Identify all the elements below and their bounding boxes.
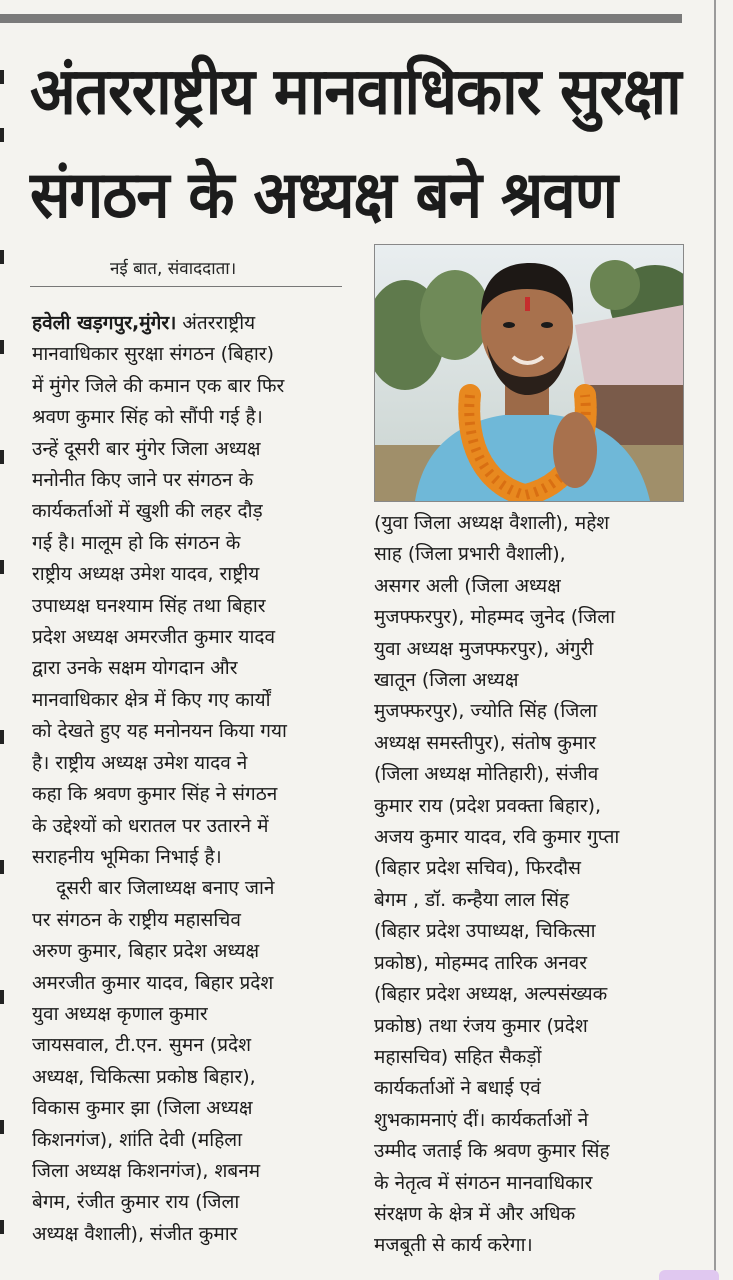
article-line: राष्ट्रीय अध्यक्ष उमेश यादव, राष्ट्रीय — [32, 563, 260, 586]
dateline: हवेली खड़गपुर,मुंगेर। — [32, 312, 177, 334]
article-line: जिला अध्यक्ष किशनगंज), शबनम — [32, 1159, 261, 1182]
article-line: जायसवाल, टी.एन. सुमन (प्रदेश — [32, 1034, 252, 1057]
article-line: कार्यकर्ताओं ने बधाई एवं — [374, 1077, 541, 1100]
article-line: मानवाधिकार सुरक्षा संगठन (बिहार) — [32, 343, 274, 366]
article-line: बेगम, रंजीत कुमार राय (जिला — [32, 1191, 240, 1214]
portrait-photo — [374, 244, 684, 502]
article-line: मजबूती से कार्य करेगा। — [374, 1234, 533, 1257]
article-line: उन्हें दूसरी बार मुंगेर जिला अध्यक्ष — [32, 437, 261, 460]
headline-line-1: अंतरराष्ट्रीय मानवाधिकार सुरक्षा — [30, 54, 681, 130]
article-line: अजय कुमार यादव, रवि कुमार गुप्ता — [374, 826, 620, 849]
article-line: प्रदेश अध्यक्ष अमरजीत कुमार यादव — [32, 626, 276, 649]
article-line: शुभकामनाएं दीं। कार्यकर्ताओं ने — [374, 1108, 589, 1131]
article-line: उम्मीद जताई कि श्रवण कुमार सिंह — [374, 1140, 610, 1163]
article-line: पर संगठन के राष्ट्रीय महासचिव — [32, 908, 241, 931]
left-edge-marks — [0, 40, 6, 1280]
article-text: अंतरराष्ट्रीय — [176, 312, 256, 334]
article-line: साह (जिला प्रभारी वैशाली), — [374, 543, 566, 566]
article-line: संरक्षण के क्षेत्र में और अधिक — [374, 1202, 576, 1225]
article-line: खातून (जिला अध्यक्ष — [374, 669, 519, 692]
article-line: (जिला अध्यक्ष मोतिहारी), संजीव — [374, 763, 599, 786]
article-line: अध्यक्ष, चिकित्सा प्रकोष्ठ बिहार), — [32, 1065, 256, 1088]
article-line: को देखते हुए यह मनोनयन किया गया — [32, 720, 287, 743]
article-line — [32, 308, 344, 339]
article-line: अध्यक्ष समस्तीपुर), संतोष कुमार — [374, 731, 597, 754]
article-line: (बिहार प्रदेश उपाध्यक्ष, चिकित्सा — [374, 920, 596, 943]
article-line: (बिहार प्रदेश सचिव), फिरदौस — [374, 857, 581, 880]
byline-rule — [30, 286, 342, 287]
article-line: मुजफ्फरपुर), ज्योति सिंह (जिला — [374, 700, 598, 723]
article-line: दूसरी बार जिलाध्यक्ष बनाए जाने — [32, 877, 275, 900]
corner-sticker — [659, 1270, 719, 1280]
article-line: महासचिव) सहित सैकड़ों — [374, 1045, 542, 1068]
article-line: प्रकोष्ठ) तथा रंजय कुमार (प्रदेश — [374, 1014, 588, 1037]
headline — [30, 40, 690, 247]
article-line: कहा कि श्रवण कुमार सिंह ने संगठन — [32, 783, 278, 806]
article-line: उपाध्यक्ष घनश्याम सिंह तथा बिहार — [32, 594, 266, 617]
article-line: सराहनीय भूमिका निभाई है। — [32, 845, 222, 868]
article-line: अरुण कुमार, बिहार प्रदेश अध्यक्ष — [32, 940, 260, 963]
article-line: प्रकोष्ठ), मोहम्मद तारिक अनवर — [374, 951, 588, 974]
article-line: अमरजीत कुमार यादव, बिहार प्रदेश — [32, 971, 274, 994]
top-rule — [0, 14, 682, 23]
article-line: किशनगंज), शांति देवी (महिला — [32, 1128, 243, 1151]
article-line: मानवाधिकार क्षेत्र में किए गए कार्यों — [32, 688, 271, 711]
article-line: गई है। मालूम हो कि संगठन के — [32, 531, 241, 554]
article-line: कुमार राय (प्रदेश प्रवक्ता बिहार), — [374, 794, 602, 817]
article-line: मुजफ्फरपुर), मोहम्मद जुनेद (जिला — [374, 606, 615, 629]
article-line: द्वारा उनके सक्षम योगदान और — [32, 657, 238, 680]
article-line: के उद्देश्यों को धरातल पर उतारने में — [32, 814, 269, 837]
article-line: है। राष्ट्रीय अध्यक्ष उमेश यादव ने — [32, 751, 248, 774]
portrait-photo-icon — [375, 245, 683, 501]
article-line: (युवा जिला अध्यक्ष वैशाली), महेश — [374, 512, 610, 534]
article-line: अध्यक्ष वैशाली), संजीत कुमार — [32, 1222, 238, 1245]
article-line: मनोनीत किए जाने पर संगठन के — [32, 469, 254, 492]
article-left-column — [32, 308, 344, 1250]
byline: नई बात, संवाददाता। — [110, 259, 237, 279]
article-line: कार्यकर्ताओं में खुशी की लहर दौड़ — [32, 500, 263, 523]
article-line: असगर अली (जिला अध्यक्ष — [374, 574, 561, 597]
article-line: विकास कुमार झा (जिला अध्यक्ष — [32, 1097, 253, 1120]
article-line: युवा अध्यक्ष कृणाल कुमार — [32, 1002, 208, 1025]
article-line: (बिहार प्रदेश अध्यक्ष, अल्पसंख्यक — [374, 983, 608, 1006]
article-line: युवा अध्यक्ष मुजफ्फरपुर), अंगुरी — [374, 637, 594, 660]
article-line: श्रवण कुमार सिंह को सौंपी गई है। — [32, 406, 263, 429]
article-line: में मुंगेर जिले की कमान एक बार फिर — [32, 374, 285, 397]
right-page-edge — [714, 0, 716, 1280]
article-line: बेगम , डॉ. कन्हैया लाल सिंह — [374, 888, 570, 911]
headline-line-2: संगठन के अध्यक्ष बने श्रवण — [30, 157, 618, 234]
article-right-column — [374, 508, 686, 1262]
article-line: के नेतृत्व में संगठन मानवाधिकार — [374, 1171, 593, 1194]
